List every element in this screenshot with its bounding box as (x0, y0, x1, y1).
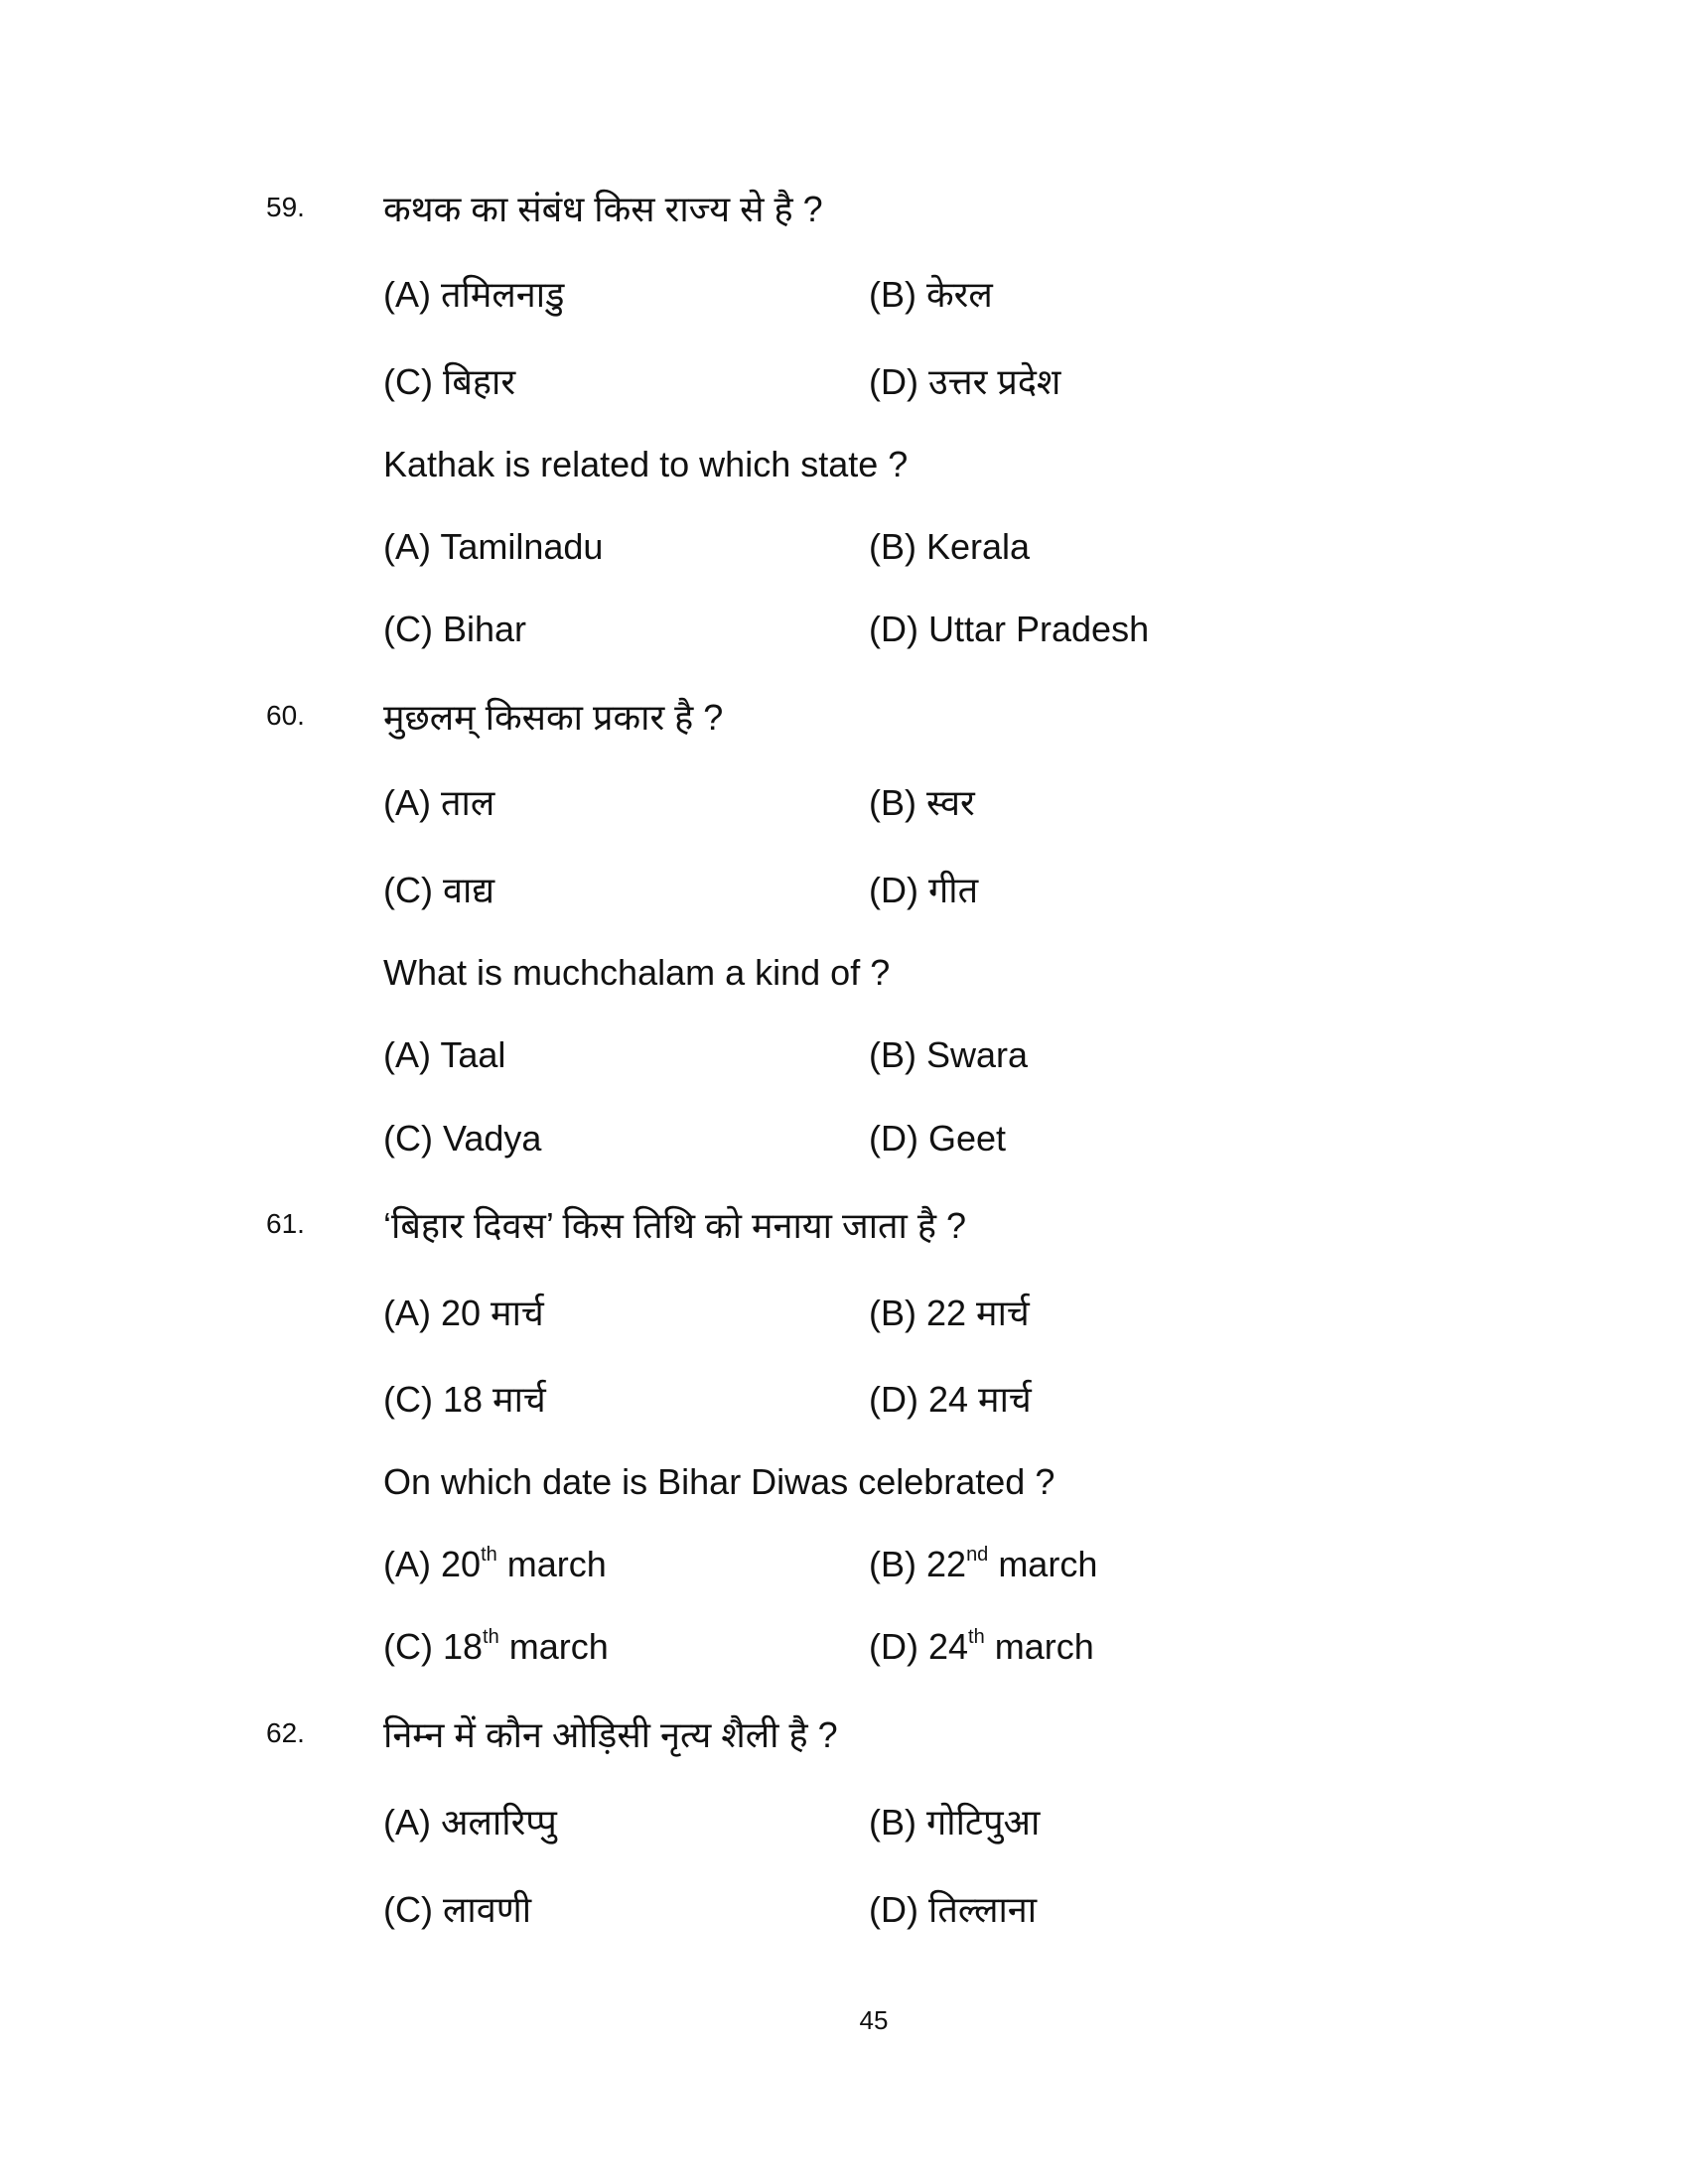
page-number: 45 (859, 2005, 889, 2035)
answer-option (383, 777, 494, 826)
option-label: (B) (869, 1544, 916, 1584)
option-label: (A) (383, 526, 431, 567)
options-row (0, 1032, 1688, 1082)
options-row (0, 1372, 1688, 1422)
answer-option (869, 1797, 1040, 1845)
option-text: 18 मार्च (443, 1379, 546, 1420)
answer-option (383, 269, 564, 318)
option-suffix: march (988, 1544, 1098, 1584)
option-label: (D) (869, 870, 918, 910)
answer-option (869, 777, 975, 826)
answer-option (383, 1797, 557, 1845)
option-label: (B) (869, 1802, 916, 1843)
option-label: (C) (383, 1118, 433, 1159)
option-text: केरल (926, 274, 993, 315)
option-label: (A) (383, 1544, 431, 1584)
options-row (0, 607, 1688, 656)
option-label: (A) (383, 1802, 431, 1843)
answer-option (869, 269, 993, 318)
option-text: Taal (440, 1034, 506, 1075)
option-label: (D) (869, 1379, 918, 1420)
answer-option (869, 609, 1149, 650)
answer-option (383, 1374, 546, 1423)
option-label: (C) (383, 609, 433, 649)
option-label: (B) (869, 782, 916, 823)
answer-option (869, 356, 1060, 405)
option-text: ताल (441, 782, 495, 823)
question-text-hindi: ‘बिहार दिवस’ किस तिथि को मनाया जाता है ? (383, 1205, 967, 1246)
question-number: 60. (266, 700, 305, 731)
option-label: (B) (869, 1293, 916, 1333)
answer-option (383, 1288, 544, 1336)
option-superscript: th (968, 1626, 985, 1648)
option-label: (B) (869, 1034, 916, 1075)
options-row (0, 775, 1688, 825)
options-row (0, 1116, 1688, 1165)
option-label: (B) (869, 274, 916, 315)
answer-option (383, 526, 603, 568)
answer-option (383, 1118, 541, 1160)
answer-option (869, 526, 1030, 568)
answer-option (383, 1884, 531, 1933)
option-text: Swara (926, 1034, 1029, 1075)
option-superscript: th (483, 1626, 499, 1648)
option-text: 20 (441, 1544, 482, 1584)
option-text: वाद्य (443, 870, 495, 910)
answer-option (383, 356, 515, 405)
option-label: (C) (383, 1379, 433, 1420)
options-row (0, 1286, 1688, 1335)
option-text: Vadya (443, 1118, 542, 1159)
option-superscript: th (481, 1544, 497, 1566)
option-text: स्वर (926, 782, 975, 823)
question-hindi-row (0, 182, 1688, 231)
option-text: उत्तर प्रदेश (928, 361, 1061, 402)
question-text-english: What is muchchalam a kind of ? (383, 952, 891, 993)
option-text: 22 (926, 1544, 967, 1584)
options-row (0, 1795, 1688, 1844)
option-suffix: march (984, 1626, 1094, 1667)
option-label: (B) (869, 526, 916, 567)
answer-option (869, 1374, 1032, 1423)
question-text-hindi: कथक का संबंध किस राज्य से है ? (383, 189, 823, 229)
question-text-english: On which date is Bihar Diwas celebrated ? (383, 1461, 1055, 1502)
question-number: 62. (266, 1717, 305, 1748)
option-label: (D) (869, 1889, 918, 1930)
option-text: 18 (443, 1626, 484, 1667)
option-text: 20 मार्च (441, 1293, 544, 1333)
answer-option (869, 1288, 1030, 1336)
option-text: तिल्लाना (928, 1889, 1038, 1930)
option-text: Uttar Pradesh (928, 609, 1150, 649)
options-row (0, 524, 1688, 574)
question-hindi-row (0, 690, 1688, 740)
options-row (0, 1542, 1688, 1591)
option-text: लावणी (443, 1889, 532, 1930)
option-label: (A) (383, 1034, 431, 1075)
option-text: तमिलनाडु (441, 274, 565, 315)
options-row (0, 267, 1688, 317)
option-label: (A) (383, 1293, 431, 1333)
option-label: (D) (869, 361, 918, 402)
options-row (0, 354, 1688, 404)
option-text: 22 मार्च (926, 1293, 1030, 1333)
option-label: (A) (383, 274, 431, 315)
option-text: Kerala (926, 526, 1031, 567)
option-label: (C) (383, 870, 433, 910)
option-text: Tamilnadu (440, 526, 604, 567)
option-text: गीत (928, 870, 979, 910)
option-label: (A) (383, 782, 431, 823)
option-label: (D) (869, 1118, 918, 1159)
answer-option (869, 1034, 1028, 1076)
option-text: 24 मार्च (928, 1379, 1032, 1420)
option-label: (C) (383, 361, 433, 402)
answer-option (869, 1884, 1037, 1933)
option-text: बिहार (443, 361, 516, 402)
question-number: 59. (266, 192, 305, 222)
answer-option (383, 609, 526, 650)
options-row (0, 1624, 1688, 1674)
answer-option (869, 1118, 1006, 1160)
question-hindi-row (0, 1198, 1688, 1248)
answer-option (869, 865, 978, 913)
option-text: गोटिपुआ (926, 1802, 1041, 1843)
option-suffix: march (498, 1626, 609, 1667)
answer-option (869, 1626, 1094, 1668)
option-text: अलारिप्पु (441, 1802, 557, 1843)
question-number: 61. (266, 1208, 305, 1239)
option-label: (C) (383, 1889, 433, 1930)
options-row (0, 863, 1688, 912)
option-superscript: nd (966, 1544, 989, 1566)
option-label: (C) (383, 1626, 433, 1667)
question-hindi-row (0, 1707, 1688, 1757)
answer-option (869, 1544, 1097, 1585)
question-english-row (0, 1459, 1688, 1509)
question-english-row (0, 950, 1688, 1000)
option-label: (D) (869, 1626, 918, 1667)
option-suffix: march (496, 1544, 607, 1584)
answer-option (383, 1626, 609, 1668)
answer-option (383, 1034, 505, 1076)
option-text: Bihar (443, 609, 527, 649)
option-label: (D) (869, 609, 918, 649)
option-text: Geet (928, 1118, 1007, 1159)
options-row (0, 1882, 1688, 1932)
question-english-row (0, 442, 1688, 491)
question-text-hindi: मुछलम् किसका प्रकार है ? (383, 697, 724, 738)
question-text-english: Kathak is related to which state ? (383, 444, 909, 484)
answer-option (383, 865, 494, 913)
option-text: 24 (928, 1626, 969, 1667)
answer-option (383, 1544, 607, 1585)
question-text-hindi: निम्न में कौन ओड़िसी नृत्य शैली है ? (383, 1714, 838, 1755)
